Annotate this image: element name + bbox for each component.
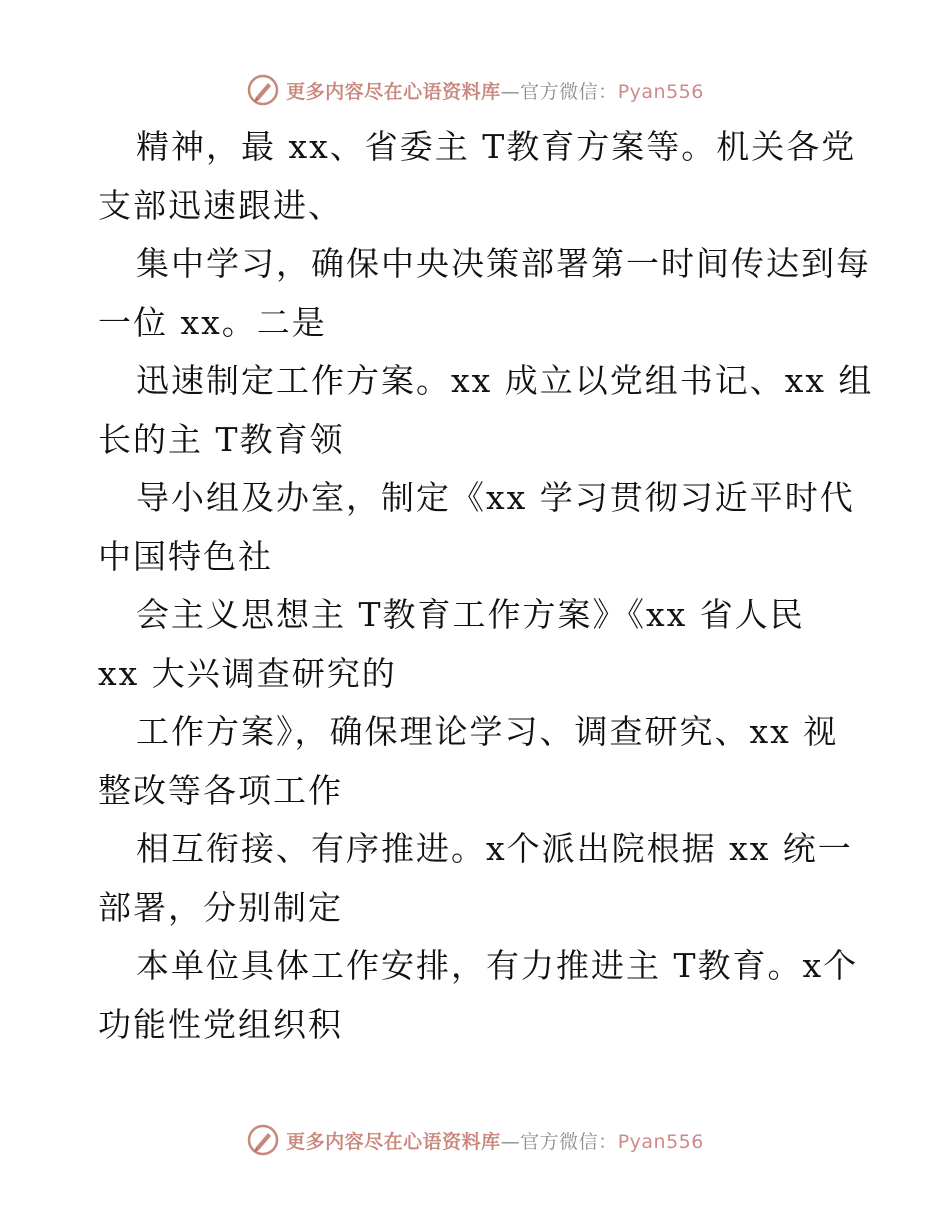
text-line-16: 功能性党组织积 bbox=[98, 1004, 343, 1044]
text-line-9: 会主义思想主 T教育工作方案》《xx 省人民 bbox=[136, 595, 805, 634]
banner-main-text: 更多内容尽在心语资料库 bbox=[286, 80, 501, 103]
pen-circle-logo-icon bbox=[246, 1123, 280, 1157]
footer-banner bbox=[0, 1120, 950, 1160]
text-line-6: 长的主 T教育领 bbox=[98, 419, 345, 459]
text-line-15: 本单位具体工作安排，有力推进主 T教育。x个 bbox=[136, 946, 859, 985]
text-line-4: 一位 xx。二是 bbox=[98, 302, 327, 342]
banner-dash: — bbox=[500, 80, 521, 103]
text-line-12: 整改等各项工作 bbox=[98, 770, 343, 810]
banner-wechat-id: Pyan556 bbox=[617, 80, 704, 103]
text-line-5: 迅速制定工作方案。xx 成立以党组书记、xx 组 bbox=[136, 361, 874, 400]
text-line-2: 支部迅速跟进、 bbox=[98, 185, 343, 225]
banner-text bbox=[286, 77, 704, 104]
document-body bbox=[98, 118, 874, 1054]
text-line-7: 导小组及办室，制定《xx 学习贯彻习近平时代 bbox=[136, 478, 855, 517]
banner-wechat-id: Pyan556 bbox=[617, 1130, 704, 1153]
banner-dash: — bbox=[500, 1130, 521, 1153]
header-banner bbox=[0, 70, 950, 110]
text-line-1: 精神，最 xx、省委主 T教育方案等。机关各党 bbox=[136, 127, 857, 166]
banner-official-label: 官方微信： bbox=[520, 80, 618, 103]
banner-main-text: 更多内容尽在心语资料库 bbox=[286, 1130, 501, 1153]
text-line-11: 工作方案》，确保理论学习、调查研究、xx 视 bbox=[136, 712, 839, 751]
text-line-3: 集中学习，确保中央决策部署第一时间传达到每 bbox=[136, 244, 871, 283]
banner-text bbox=[286, 1127, 704, 1154]
text-line-8: 中国特色社 bbox=[98, 536, 273, 576]
pen-circle-logo-icon bbox=[246, 73, 280, 107]
text-line-13: 相互衔接、有序推进。x个派出院根据 xx 统一 bbox=[136, 829, 853, 868]
text-line-14: 部署，分别制定 bbox=[98, 887, 343, 927]
text-line-10: xx 大兴调查研究的 bbox=[98, 653, 397, 693]
banner-official-label: 官方微信： bbox=[520, 1130, 618, 1153]
